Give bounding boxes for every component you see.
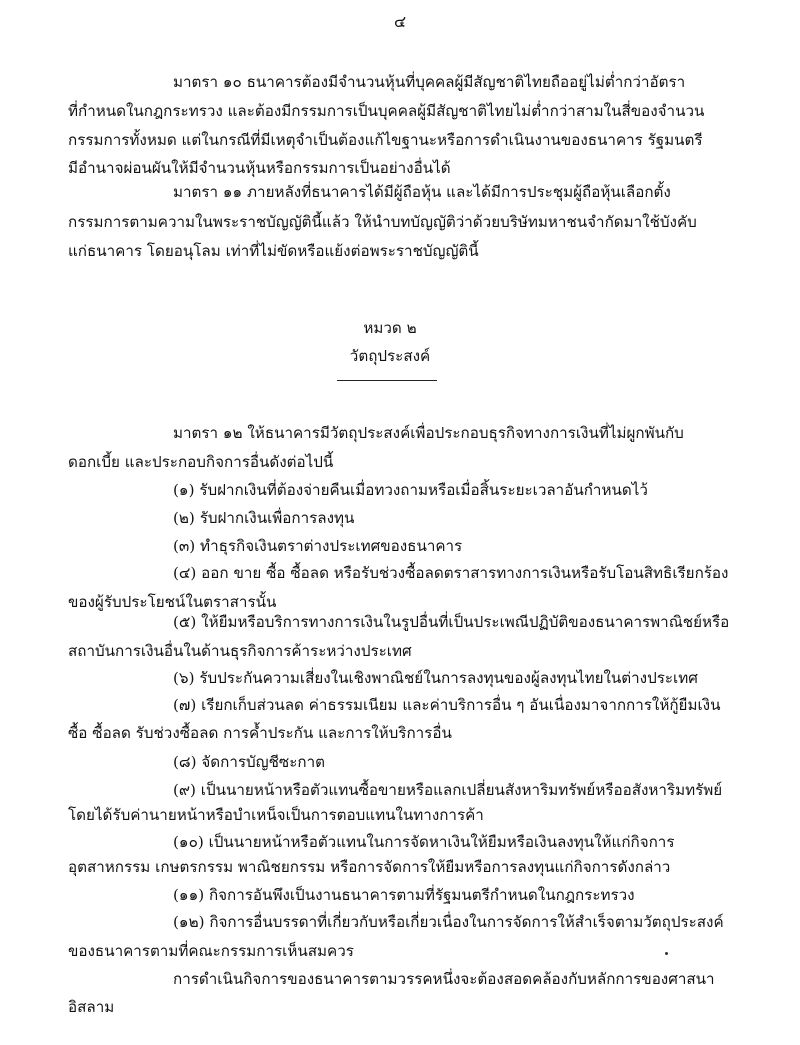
section-12-line-2: ดอกเบี้ย และประกอบกิจการอื่นดังต่อไปนี้ — [68, 453, 334, 471]
chapter-number: หมวด ๒ — [363, 319, 417, 337]
heading-underline-divider — [337, 380, 437, 381]
scan-speck — [665, 952, 668, 955]
item-4-line-2: ของผู้รับประโยชน์ในตราสารนั้น — [68, 593, 277, 611]
item-1-line-1: (๑) รับฝากเงินที่ต้องจ่ายคืนเมื่อทวงถามหรือเมื่อสิ้นระยะเวลาอันกำหนดไว้ — [173, 481, 648, 499]
item-9-line-2: โดยได้รับค่านายหน้าหรือบำเหน็จเป็นการตอบแทนในทางการค้า — [68, 806, 484, 824]
item-6-line-1: (๖) รับประกันความเสี่ยงในเชิงพาณิชย์ในการลงทุนของผู้ลงทุนไทยในต่างประเทศ — [173, 669, 698, 687]
item-7-line-2: ซื้อ ซื้อลด รับช่วงซื้อลด การค้ำประกัน และการให้บริการอื่น — [68, 724, 452, 742]
item-5-line-2: สถาบันการเงินอื่นในด้านธุรกิจการค้าระหว่างประเทศ — [68, 642, 412, 660]
item-9-line-1: (๙) เป็นนายหน้าหรือตัวแทนซื้อขายหรือแลกเปลี่ยนสังหาริมทรัพย์หรืออสังหาริมทรัพย์ — [173, 781, 723, 799]
closing-paragraph-line-1: การดำเนินกิจการของธนาคารตามวรรคหนึ่งจะต้องสอดคล้องกับหลักการของศาสนา — [173, 970, 715, 988]
closing-paragraph-line-2: อิสลาม — [68, 998, 115, 1016]
section-12-line-1: มาตรา ๑๒ ให้ธนาคารมีวัตถุประสงค์เพื่อประกอบธุรกิจทางการเงินที่ไม่ผูกพันกับ — [173, 424, 684, 442]
item-12-line-2: ของธนาคารตามที่คณะกรรมการเห็นสมควร — [68, 942, 354, 960]
section-10-line-4: มีอำนาจผ่อนผันให้มีจำนวนหุ้นหรือกรรมการเป็นอย่างอื่นได้ — [68, 159, 451, 177]
section-11-line-3: แก่ธนาคาร โดยอนุโลม เท่าที่ไม่ขัดหรือแย้งต่อพระราชบัญญัตินี้ — [68, 242, 479, 260]
item-11-line-1: (๑๑) กิจการอันพึงเป็นงานธนาคารตามที่รัฐมนตรีกำหนดในกฎกระทรวง — [173, 886, 635, 904]
item-4-line-1: (๔) ออก ขาย ซื้อ ซื้อลด หรือรับช่วงซื้อลดตราสารทางการเงินหรือรับโอนสิทธิเรียกร้อง — [173, 564, 729, 582]
item-2-line-1: (๒) รับฝากเงินเพื่อการลงทุน — [173, 509, 355, 527]
page-number: ๔ — [393, 12, 407, 31]
item-12-line-1: (๑๒) กิจการอื่นบรรดาที่เกี่ยวกับหรือเกี่ยวเนื่องในการจัดการให้สำเร็จตามวัตถุประสงค์ — [173, 913, 724, 931]
section-10-line-2: ที่กำหนดในกฎกระทรวง และต้องมีกรรมการเป็นบุคคลผู้มีสัญชาติไทยไม่ต่ำกว่าสามในสี่ของจำนวน — [68, 102, 705, 120]
item-7-line-1: (๗) เรียกเก็บส่วนลด ค่าธรรมเนียม และค่าบริการอื่น ๆ อันเนื่องมาจากการให้กู้ยืมเงิน — [173, 696, 721, 714]
section-10-line-3: กรรมการทั้งหมด แต่ในกรณีที่มีเหตุจำเป็นต้องแก้ไขฐานะหรือการดำเนินงานของธนาคาร รัฐมนตรี — [68, 131, 703, 149]
item-3-line-1: (๓) ทำธุรกิจเงินตราต่างประเทศของธนาคาร — [173, 537, 463, 555]
item-10-line-1: (๑๐) เป็นนายหน้าหรือตัวแทนในการจัดหาเงินให้ยืมหรือเงินลงทุนให้แก่กิจการ — [173, 833, 675, 851]
item-10-line-2: อุตสาหกรรม เกษตรกรรม พาณิชยกรรม หรือการจัดการให้ยืมหรือการลงทุนแก่กิจการดังกล่าว — [68, 858, 671, 876]
section-11-line-2: กรรมการตามความในพระราชบัญญัตินี้แล้ว ให้นำบทบัญญัติว่าด้วยบริษัทมหาชนจำกัดมาใช้บังคับ — [68, 213, 697, 231]
section-11-line-1: มาตรา ๑๑ ภายหลังที่ธนาคารได้มีผู้ถือหุ้น และได้มีการประชุมผู้ถือหุ้นเลือกตั้ง — [173, 183, 671, 201]
item-5-line-1: (๕) ให้ยืมหรือบริการทางการเงินในรูปอื่นที่เป็นประเพณีปฏิบัติของธนาคารพาณิชย์หรือ — [173, 613, 730, 631]
chapter-title: วัตถุประสงค์ — [349, 347, 431, 365]
item-8-line-1: (๘) จัดการบัญชีซะกาต — [173, 753, 325, 771]
section-10-line-1: มาตรา ๑๐ ธนาคารต้องมีจำนวนหุ้นที่บุคคลผู้มีสัญชาติไทยถืออยู่ไม่ต่ำกว่าอัตรา — [173, 73, 686, 91]
